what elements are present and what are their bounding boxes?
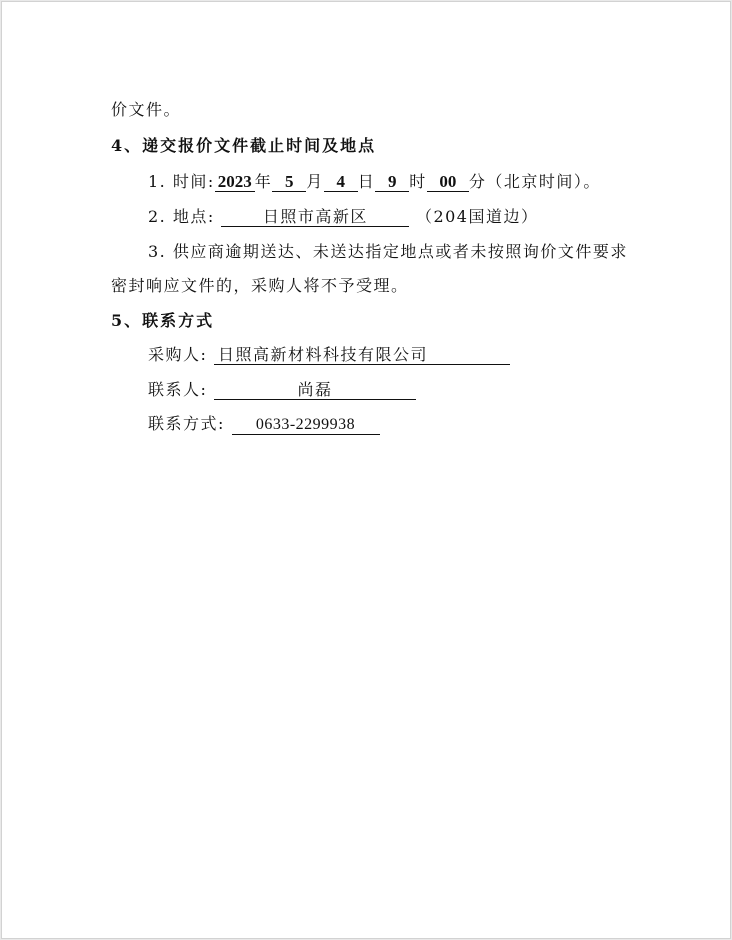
deadline-minute: 00 (427, 172, 469, 192)
deadline-place-line (148, 207, 538, 227)
deadline-place: 日照市高新区 (221, 207, 409, 227)
phone-label: 联系方式: (148, 414, 225, 433)
deadline-year: 2023 (215, 172, 255, 192)
item-3-line-1: 3. 供应商逾期送达、未送达指定地点或者未按照询价文件要求 (148, 242, 628, 261)
day-unit: 日 (357, 172, 376, 191)
minute-unit: 分（北京时间）。 (468, 172, 601, 191)
buyer-line (148, 345, 510, 365)
phone-value: 0633-2299938 (232, 415, 380, 435)
time-label: 1. 时间: (148, 172, 215, 191)
contact-value: 尚磊 (214, 380, 416, 400)
place-label: 2. 地点: (148, 207, 215, 226)
section-5-heading: 5、联系方式 (111, 311, 215, 330)
document-page (1, 1, 731, 939)
buyer-value: 日照高新材料科技有限公司 (214, 345, 510, 365)
deadline-day: 4 (324, 172, 358, 192)
contact-label: 联系人: (148, 380, 208, 399)
month-unit: 月 (306, 172, 324, 191)
deadline-time-line (148, 172, 601, 192)
phone-line (148, 414, 380, 435)
paragraph-tail: 价文件。 (111, 100, 182, 119)
year-unit: 年 (254, 172, 273, 191)
buyer-label: 采购人: (148, 345, 208, 364)
item-3-line-2: 密封响应文件的，采购人将不予受理。 (111, 276, 409, 295)
deadline-hour: 9 (375, 172, 409, 192)
contact-line (148, 380, 416, 400)
place-note: （204国道边） (415, 207, 539, 226)
hour-unit: 时 (409, 172, 427, 191)
deadline-month: 5 (272, 172, 306, 192)
section-4-heading: 4、递交报价文件截止时间及地点 (111, 136, 377, 155)
